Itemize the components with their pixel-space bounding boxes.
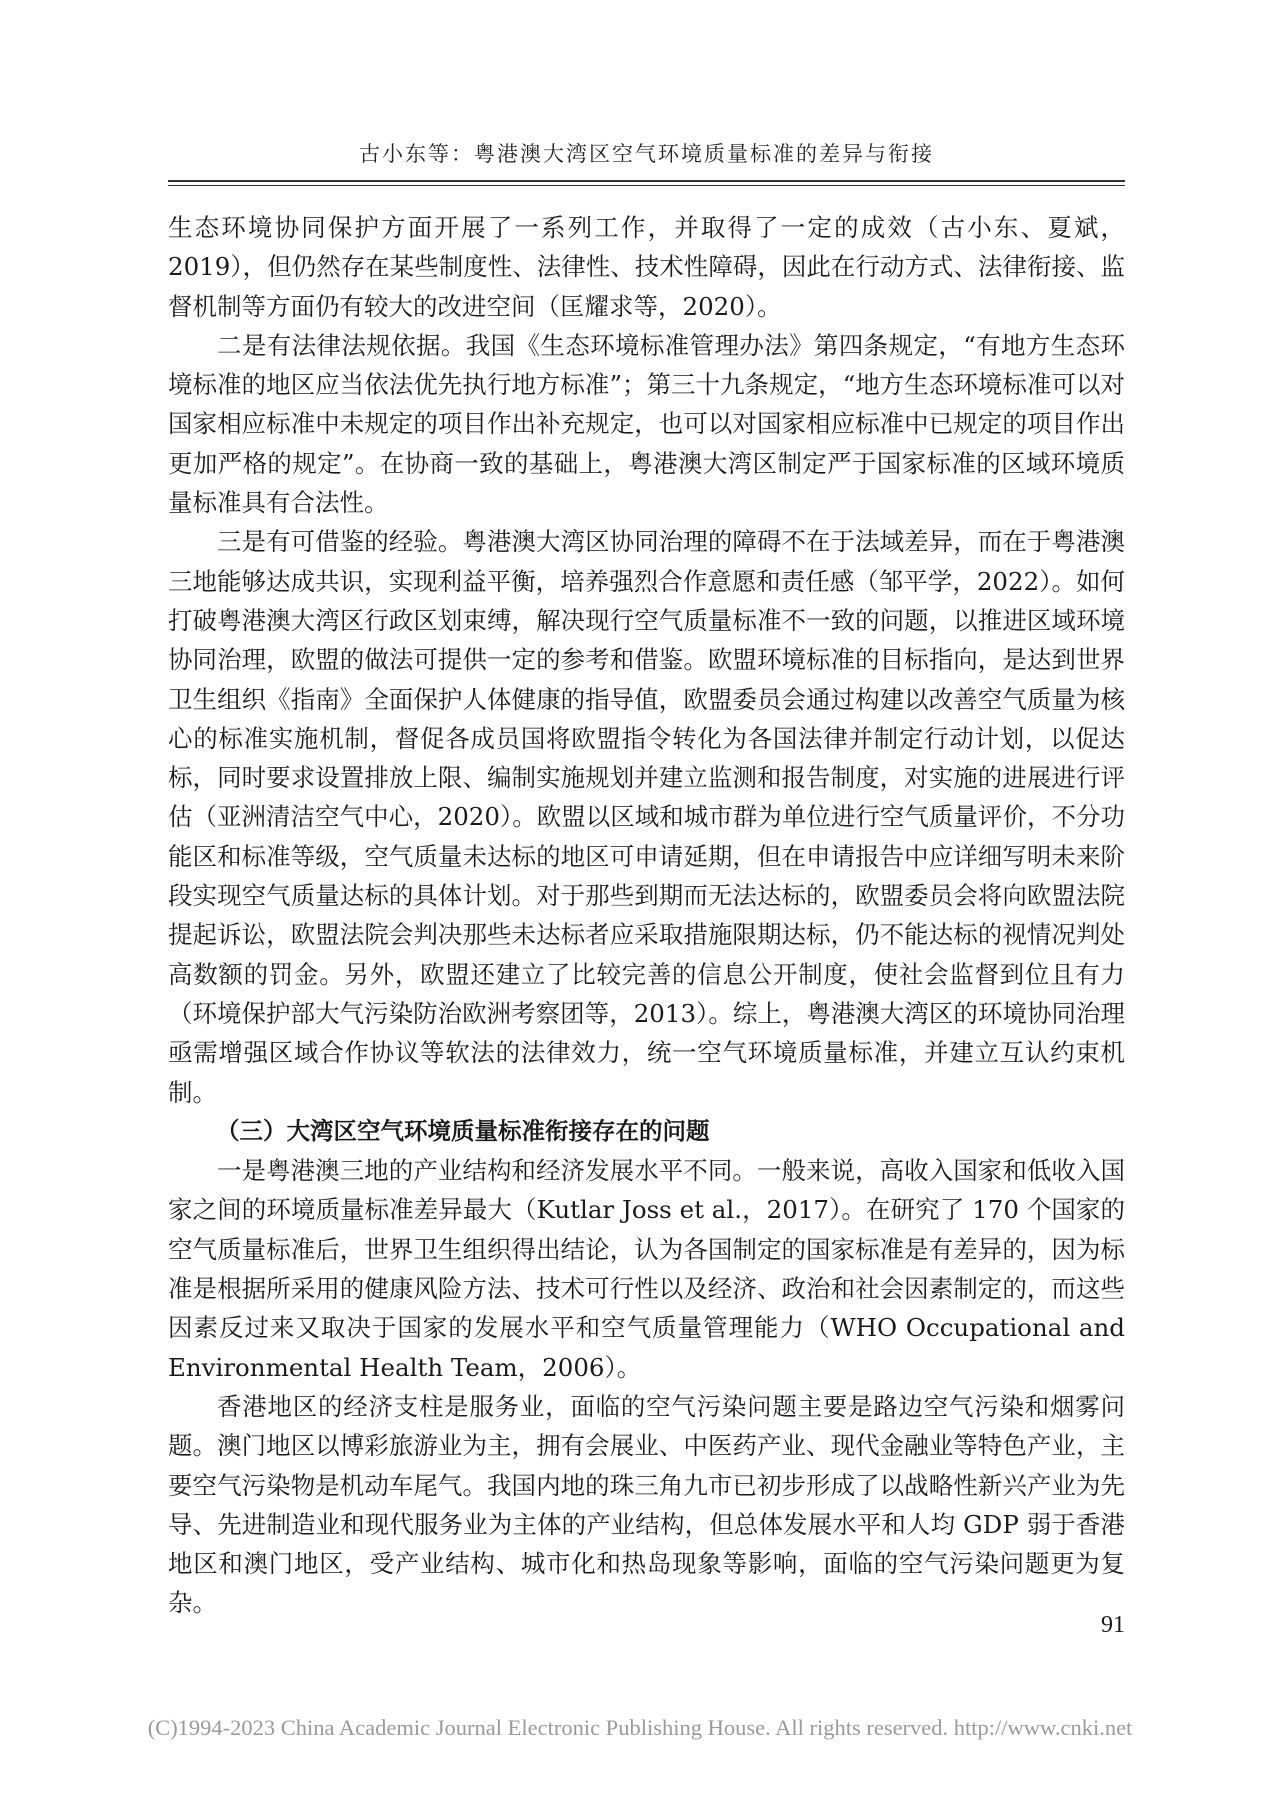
paragraph-regional-economy: 香港地区的经济支柱是服务业，面临的空气污染问题主要是路边空气污染和烟雾问题。澳门地区以博彩旅游业为主，拥有会展业、中医药产业、现代金融业等特色产业，主要空气污染物是机动车尾气。我国内地的珠三角九市已初步形成了以战略性新兴产业为先导、先进制造业和现代服务业为主体的产业结构，但总体发展水平和人均 GDP 弱于香港地区和澳门地区，受产业结构、城市化和热岛现象等影响，面临的空气污染问题更为复杂。 xyxy=(168,1391,1125,1618)
header-rule-thick xyxy=(168,180,1125,182)
page-number: 91 xyxy=(1101,1612,1125,1638)
header-rule-thin xyxy=(168,185,1125,186)
copyright-footer: (C)1994-2023 China Academic Journal Electronic Publishing House. All rights reserved. http://www.cnki.net xyxy=(147,1715,1133,1740)
running-header: 古小东等：粤港澳大湾区空气环境质量标准的差异与衔接 xyxy=(359,142,934,166)
article-body xyxy=(168,208,1125,1623)
paragraph-legal-basis: 二是有法律法规依据。我国《生态环境标准管理办法》第四条规定，“有地方生态环境标准的地区应当依法优先执行地方标准”；第三十九条规定，“地方生态环境标准可以对国家相应标准中未规定的项目作出补充规定，也可以对国家相应标准中已规定的项目作出更加严格的规定”。在协商一致的基础上，粤港澳大湾区制定严于国家标准的区域环境质量标准具有合法性。 xyxy=(168,330,1125,518)
paragraph-eu-experience: 三是有可借鉴的经验。粤港澳大湾区协同治理的障碍不在于法域差异，而在于粤港澳三地能够达成共识，实现利益平衡，培养强烈合作意愿和责任感（邹平学，2022）。如何打破粤港澳大湾区行政区划束缚，解决现行空气质量标准不一致的问题，以推进区域环境协同治理，欧盟的做法可提供一定的参考和借鉴。欧盟环境标准的目标指向，是达到世界卫生组织《指南》全面保护人体健康的指导值，欧盟委员会通过构建以改善空气质量为核心的标准实施机制，督促各成员国将欧盟指令转化为各国法律并制定行动计划，以促达标，同时要求设置排放上限、编制实施规划并建立监测和报告制度，对实施的进展进行评估（亚洲清洁空气中心，2020）。欧盟以区域和城市群为单位进行空气质量评价，不分功能区和标准等级，空气质量未达标的地区可申请延期，但在申请报告中应详细写明未来阶段实现空气质量达标的具体计划。对于那些到期而无法达标的，欧盟委员会将向欧盟法院提起诉讼，欧盟法院会判决那些未达标者应采取措施限期达标，仍不能达标的视情况判处高数额的罚金。另外，欧盟还建立了比较完善的信息公开制度，使社会监督到位且有力（环境保护部大气污染防治欧洲考察团等，2013）。综上，粤港澳大湾区的环境协同治理亟需增强区域合作协议等软法的法律效力，统一空气环境质量标准，并建立互认约束机制。 xyxy=(168,527,1125,1107)
paragraph-continued: 生态环境协同保护方面开展了一系列工作，并取得了一定的成效（古小东、夏斌，2019），但仍然存在某些制度性、法律性、技术性障碍，因此在行动方式、法律衔接、监督机制等方面仍有较大的改进空间（匡耀求等，2020）。 xyxy=(168,213,1125,321)
paragraph-industry-structure: 一是粤港澳三地的产业结构和经济发展水平不同。一般来说，高收入国家和低收入国家之间的环境质量标准差异最大（Kutlar Joss et al.，2017）。在研究了 170 个国家的空气质量标准后，世界卫生组织得出结论，认为各国制定的国家标准是有差异的，因为标准是根据所采用的健康风险方法、技术可行性以及经济、政治和社会因素制定的，而这些因素反过来又取决于国家的发展水平和空气质量管理能力（WHO Occupational and Environmental Health Team，2006）。 xyxy=(168,1156,1125,1382)
section-heading: （三）大湾区空气环境质量标准衔接存在的问题 xyxy=(216,1116,710,1145)
